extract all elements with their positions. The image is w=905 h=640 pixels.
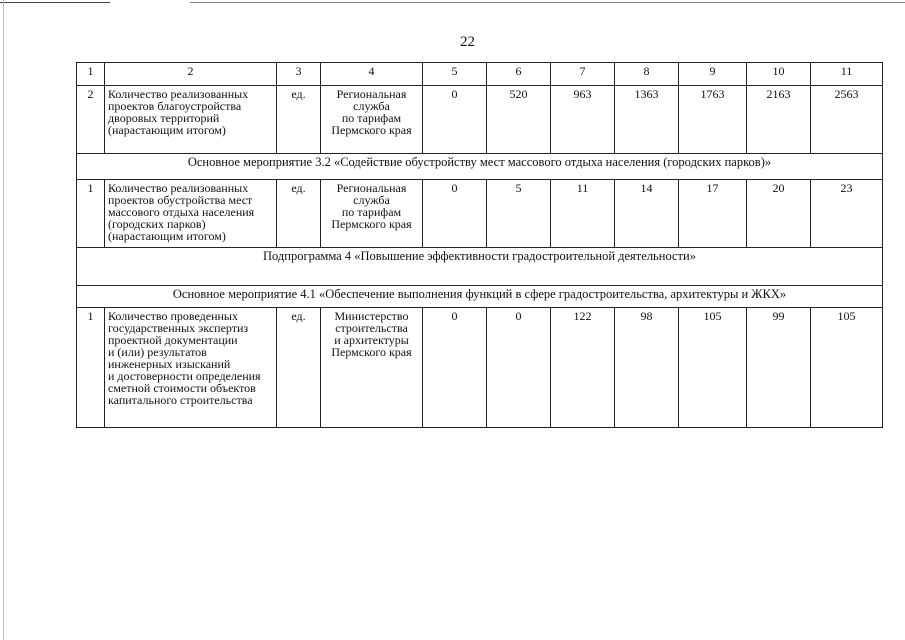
name-line: дворовых территорий	[108, 111, 220, 125]
name-line: проектной документации	[108, 333, 238, 347]
header-cell: 10	[747, 63, 811, 86]
agency-line: Пермского края	[331, 123, 412, 137]
unit-cell: ед.	[277, 86, 321, 154]
name-line: сметной стоимости объектов	[108, 381, 256, 395]
header-cell: 9	[679, 63, 747, 86]
header-row	[77, 63, 883, 86]
header-cell: 5	[423, 63, 487, 86]
page-number: 22	[460, 34, 475, 50]
section-title-measure-3-2: Основное мероприятие 3.2 «Содействие обустройству мест массового отдыха населения (городских парков)»	[77, 154, 883, 180]
header-cell: 1	[77, 63, 105, 86]
unit-cell: ед.	[277, 180, 321, 248]
name-line: Количество реализованных	[108, 87, 249, 101]
agency-line: Пермского края	[331, 217, 412, 231]
name-line: капитального строительства	[108, 393, 253, 407]
name-line: государственных экспертиз	[108, 321, 249, 335]
header-cell: 11	[811, 63, 883, 86]
header-cell: 7	[551, 63, 615, 86]
value-cell: 0	[423, 308, 487, 428]
table-row	[77, 308, 883, 428]
section-row	[77, 248, 883, 286]
indicator-name	[105, 180, 277, 248]
name-line: (нарастающим итогом)	[108, 123, 226, 137]
name-line: (городских парков)	[108, 217, 206, 231]
value-cell: 122	[551, 308, 615, 428]
name-line: проектов благоустройства	[108, 99, 242, 113]
value-cell: 0	[423, 86, 487, 154]
value-cell: 23	[811, 180, 883, 248]
row-number: 1	[77, 180, 105, 248]
name-line: инженерных изысканий	[108, 357, 231, 371]
name-line: Количество реализованных	[108, 181, 249, 195]
value-cell: 1763	[679, 86, 747, 154]
name-line: (нарастающим итогом)	[108, 229, 226, 243]
value-cell: 0	[423, 180, 487, 248]
section-row	[77, 286, 883, 308]
value-cell: 105	[811, 308, 883, 428]
section-row	[77, 154, 883, 180]
name-line: и достоверности определения	[108, 369, 261, 383]
indicators-table	[76, 62, 883, 428]
header-cell: 2	[105, 63, 277, 86]
header-cell: 8	[615, 63, 679, 86]
agency-line: по тарифам	[341, 205, 402, 219]
value-cell: 99	[747, 308, 811, 428]
value-cell: 105	[679, 308, 747, 428]
value-cell: 0	[487, 308, 551, 428]
value-cell: 2563	[811, 86, 883, 154]
header-cell: 3	[277, 63, 321, 86]
top-rule-right	[190, 2, 905, 3]
section-title-measure-4-1: Основное мероприятие 4.1 «Обеспечение выполнения функций в сфере градостроительства, архитектуры и ЖКХ»	[77, 286, 883, 308]
agency-line: служба	[353, 193, 390, 207]
value-cell: 520	[487, 86, 551, 154]
value-cell: 1363	[615, 86, 679, 154]
header-cell: 4	[321, 63, 423, 86]
name-line: проектов обустройства мест	[108, 193, 253, 207]
indicator-name	[105, 308, 277, 428]
header-cell: 6	[487, 63, 551, 86]
value-cell: 17	[679, 180, 747, 248]
agency-line: Пермского края	[331, 345, 412, 359]
table-row	[77, 180, 883, 248]
top-rule-left	[0, 2, 110, 3]
agency-cell	[321, 180, 423, 248]
page-left-edge	[3, 0, 4, 640]
value-cell: 20	[747, 180, 811, 248]
agency-line: Региональная	[336, 87, 407, 101]
agency-line: по тарифам	[341, 111, 402, 125]
row-number: 2	[77, 86, 105, 154]
name-line: и (или) результатов	[108, 345, 207, 359]
indicator-name	[105, 86, 277, 154]
agency-line: строительства	[335, 321, 408, 335]
section-title-subprogram-4: Подпрограмма 4 «Повышение эффективности градостроительной деятельности»	[77, 248, 883, 286]
agency-line: Региональная	[336, 181, 407, 195]
agency-cell	[321, 308, 423, 428]
agency-cell	[321, 86, 423, 154]
agency-line: и архитектуры	[334, 333, 409, 347]
value-cell: 2163	[747, 86, 811, 154]
table-row	[77, 86, 883, 154]
unit-cell: ед.	[277, 308, 321, 428]
name-line: Количество проведенных	[108, 309, 238, 323]
value-cell: 14	[615, 180, 679, 248]
agency-line: служба	[353, 99, 390, 113]
value-cell: 11	[551, 180, 615, 248]
row-number: 1	[77, 308, 105, 428]
name-line: массового отдыха населения	[108, 205, 255, 219]
agency-line: Министерство	[334, 309, 409, 323]
value-cell: 98	[615, 308, 679, 428]
value-cell: 5	[487, 180, 551, 248]
value-cell: 963	[551, 86, 615, 154]
